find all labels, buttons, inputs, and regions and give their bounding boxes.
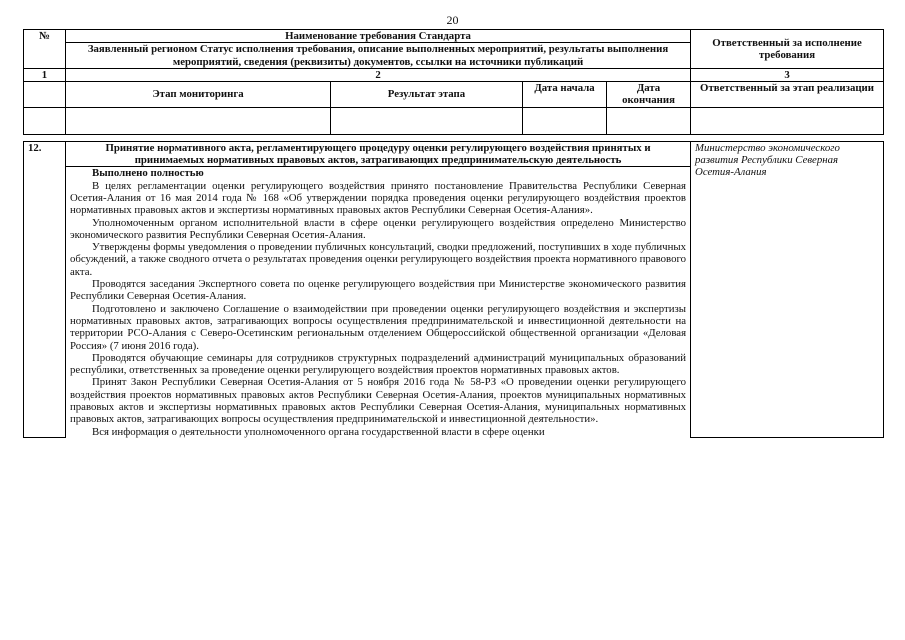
empty-cell [607, 107, 691, 134]
standard-requirements-table [23, 29, 884, 438]
paragraph: Проводятся обучающие семинары для сотрудников структурных подразделений администраций муниципальных образований республики, ответственных за проведение оценки регулирующего воздействия проектов нормативных правовых актов. [70, 351, 687, 377]
paragraph: Подготовлено и заключено Соглашение о взаимодействии при проведении оценки регулирующего воздействия и экспертизы нормативных правовых актов, затрагивающих вопросы осуществления предпринимательской и инвестиционной деятельности на территории РСО-Алания с Северо-Осетинским региональным отделением Общероссийской общественной организации «Деловая Россия» (7 июня 2016 года). [70, 302, 687, 352]
paragraph: Проводятся заседания Экспертного совета по оценке регулирующего воздействия при Министерстве экономического развития Республики Северная Осетия-Алания. [70, 278, 687, 303]
item-description [66, 167, 691, 438]
responsible-header: Ответственный за исполнение требования [691, 30, 884, 69]
stage-result-header: Результат этапа [331, 82, 523, 108]
stage-header: Этап мониторинга [66, 82, 331, 108]
requirement-name-header: Наименование требования Стандарта [66, 30, 691, 43]
item-row [24, 141, 884, 167]
status-description-header: Заявленный регионом Статус исполнения требования, описание выполненных мероприятий, результаты выполнения мероприятий, сведения (реквизиты) документов, ссылки на источники публикаций [66, 43, 691, 69]
empty-cell [66, 107, 331, 134]
page-number: 20 [446, 13, 459, 27]
empty-cell [24, 107, 66, 134]
empty-monitoring-row [24, 107, 884, 134]
end-date-header: Дата окончания [607, 82, 691, 108]
spacer-cell [24, 134, 884, 141]
start-date-header: Дата начала [523, 82, 607, 108]
status-label: Выполнено полностью [92, 167, 204, 180]
header-row [24, 30, 884, 43]
column-index-3: 3 [691, 68, 884, 81]
number-column-header: № [24, 30, 66, 69]
column-index-row [24, 68, 884, 81]
spacer-row [24, 134, 884, 141]
item-responsible: Министерство экономического развития Республики Северная Осетия-Алания [691, 141, 884, 438]
paragraph: В целях регламентации оценки регулирующего воздействия принято постановление Правительства Республики Северная Осетия-Алания от 16 мая 2014 года № 168 «Об утверждении порядка проведения оценки регулирующего воздействия проектов нормативных правовых актов и экспертизы нормативных правовых актов Республики Северная Осетия-Алания». [70, 179, 687, 217]
stage-responsible-header: Ответственный за этап реализации [691, 82, 884, 108]
paragraph: Принят Закон Республики Северная Осетия-Алания от 5 ноября 2016 года № 58-РЗ «О проведении оценки регулирующего воздействия проектов нормативных правовых актов Республики Северная Осетия-Алания, проектов муниципальных нормативных правовых актов и экспертизы нормативных правовых актов Республики Северная Осетия-Алания, муниципальных нормативных правовых актов, затрагивающих вопросы осуществления предпринимательской и инвестиционной деятельности». [70, 376, 687, 426]
empty-cell [523, 107, 607, 134]
paragraph: Уполномоченным органом исполнительной власти в сфере оценки регулирующего воздействия определено Министерство экономического развития Республики Северная Осетия-Алания. [70, 216, 687, 241]
paragraph: Вся информация о деятельности уполномоченного органа государственной власти в сфере оценки [92, 425, 545, 438]
monitoring-header-row [24, 82, 884, 108]
item-title: Принятие нормативного акта, регламентирующего процедуру оценки регулирующего воздействия принятых и принимаемых нормативных правовых актов, затрагивающих предпринимательскую деятельность [66, 141, 691, 167]
empty-cell [331, 107, 523, 134]
paragraph: Утверждены формы уведомления о проведении публичных консультаций, сводки предложений, поступивших в ходе публичных обсуждений, а также сводного отчета о результатах проведения оценки регулирующего воздействия проекта нормативного правового акта. [70, 241, 687, 278]
item-number: 12. [24, 141, 66, 438]
column-index-2: 2 [66, 68, 691, 81]
empty-cell [691, 107, 884, 134]
empty-cell [24, 82, 66, 108]
column-index-1: 1 [24, 68, 66, 81]
